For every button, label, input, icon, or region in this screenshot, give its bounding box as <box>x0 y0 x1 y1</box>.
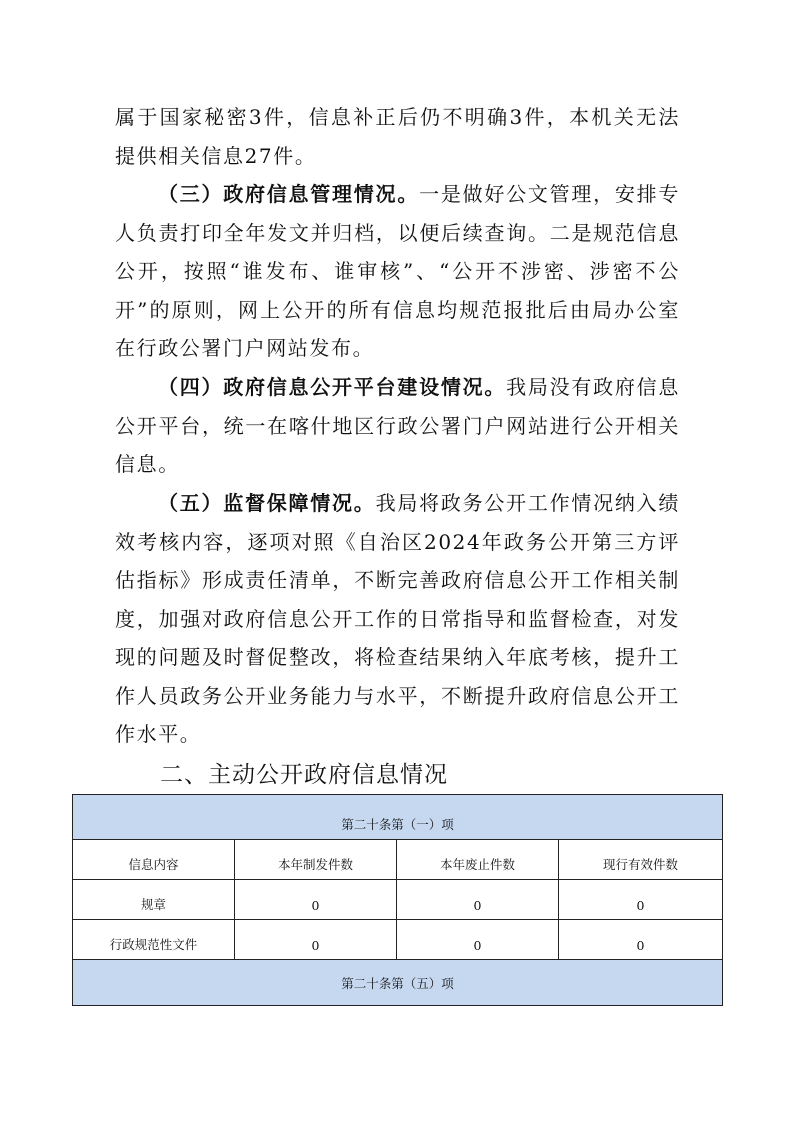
column-header: 现行有效件数 <box>559 840 723 880</box>
repealed-count: 0 <box>397 920 559 960</box>
repealed-count: 0 <box>397 880 559 920</box>
valid-count: 0 <box>559 880 723 920</box>
paragraph-information-management <box>115 175 680 368</box>
table-band-title: 第二十条第（五）项 <box>73 960 723 1006</box>
paragraph-text: 我局没有政府信息公开平台，统一在喀什地区行政公署门户网站进行公开相关信息。 <box>115 375 680 476</box>
table-row <box>73 920 723 960</box>
paragraph-text: 我局将政务公开工作情况纳入绩效考核内容，逐项对照《自治区2024年政务公开第三方评估指标》形成责任清单，不断完善政府信息公开工作相关制度，加强对政府信息公开工作的日常指导和监督检查，对发现的问题及时督促整改，将检查结果纳入年底考核，提升工作人员政务公开业务能力与水平，不断提升政府信息公开工作水平。 <box>115 491 680 746</box>
table-band-title: 第二十条第（一）项 <box>73 795 723 840</box>
paragraph-text: 一是做好公文管理，安排专人负责打印全年发文并归档，以便后续查询。二是规范信息公开，按照“谁发布、谁审核”、“公开不涉密、涉密不公开”的原则，网上公开的所有信息均规范报批后由局办公室在行政公署门户网站发布。 <box>115 182 680 360</box>
paragraph-text: 属于国家秘密3件，信息补正后仍不明确3件，本机关无法提供相关信息27件。 <box>115 105 680 168</box>
table-band-row <box>73 960 723 1006</box>
valid-count: 0 <box>559 920 723 960</box>
paragraph-supervision-guarantee <box>115 484 680 754</box>
issued-count: 0 <box>235 920 397 960</box>
row-label: 规章 <box>73 880 235 920</box>
section-heading: 二、主动公开政府信息情况 <box>160 762 448 788</box>
paragraph-lead-heading: （五）监督保障情况。 <box>158 491 376 515</box>
disclosure-table <box>72 794 723 1006</box>
paragraph-platform-construction <box>115 368 680 484</box>
table-header-row <box>73 840 723 880</box>
table-row <box>73 880 723 920</box>
column-header: 本年制发件数 <box>235 840 397 880</box>
paragraph-request-results <box>115 98 680 175</box>
paragraph-lead-heading: （三）政府信息管理情况。 <box>158 182 420 206</box>
table-band-row <box>73 795 723 840</box>
paragraph-lead-heading: （四）政府信息公开平台建设情况。 <box>158 375 507 399</box>
issued-count: 0 <box>235 880 397 920</box>
column-header: 信息内容 <box>73 840 235 880</box>
row-label: 行政规范性文件 <box>73 920 235 960</box>
column-header: 本年废止件数 <box>397 840 559 880</box>
